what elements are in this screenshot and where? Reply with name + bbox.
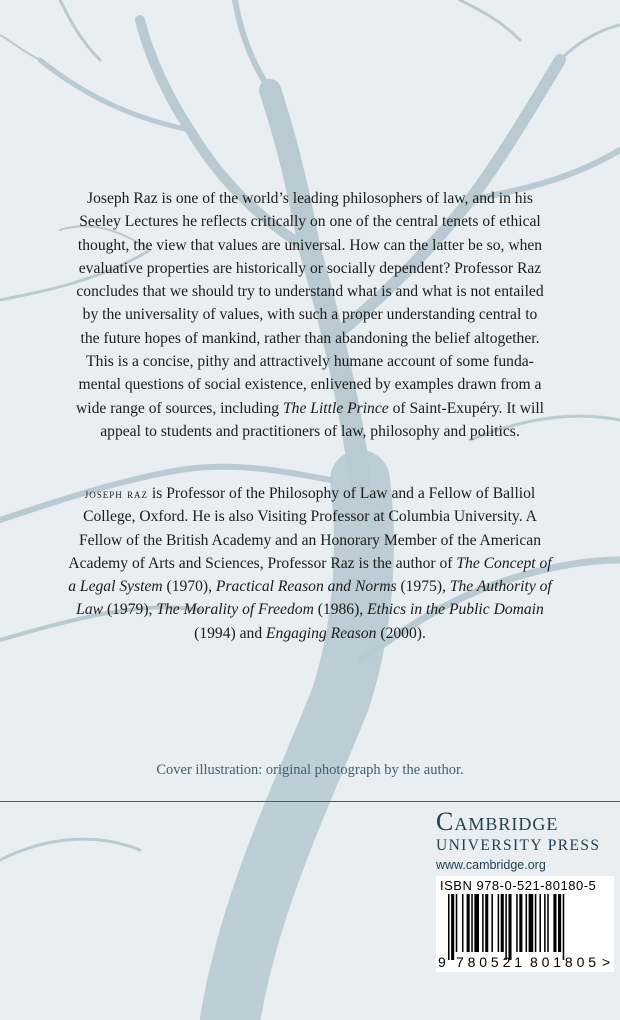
blurb-line: thought, the view that values are universal. How can the latter be so, when xyxy=(77,236,543,254)
barcode-bar xyxy=(519,894,522,952)
barcode-digits-right: 801805 xyxy=(530,954,596,970)
barcode-bar xyxy=(501,894,504,952)
author-biography xyxy=(52,482,568,645)
barcode-bar xyxy=(456,894,458,952)
blurb-line: Seeley Lectures he reflects critically on one of the central tenets of ethical xyxy=(79,213,541,231)
blurb-line: the future hopes of mankind, rather than abandoning the belief altogether. xyxy=(80,329,540,347)
barcode-bar xyxy=(474,894,479,952)
blurb-line: appeal to students and practitioners of law, philosophy and politics. xyxy=(100,422,520,440)
blurb-line: evaluative properties are historically or socially dependent? Professor Raz xyxy=(78,259,542,277)
bio-line: Academy of Arts and Sciences, Professor Raz is the author of The Concept of xyxy=(68,554,552,572)
isbn-barcode xyxy=(436,876,614,972)
barcode-bar xyxy=(482,894,484,952)
isbn-label: ISBN 978-0-521-80180-5 xyxy=(440,878,597,893)
barcode-bar xyxy=(451,894,454,960)
book-title: The Authority of xyxy=(449,578,552,596)
blurb-line: This is a concise, pithy and attractively humane account of some funda- xyxy=(86,353,534,371)
book-title: The Morality of Freedom xyxy=(156,601,314,619)
book-title: The Concept of xyxy=(456,554,552,572)
barcode-bar xyxy=(467,894,470,952)
blurb-line: Joseph Raz is one of the world’s leading philosophers of law, and in his xyxy=(87,190,533,207)
barcode-bar xyxy=(529,894,534,952)
barcode-bar xyxy=(526,894,528,952)
blurb-line: by the universality of values, with such a proper understanding central to xyxy=(82,306,538,324)
bio-line: College, Oxford. He is also Visiting Professor at Columbia University. A xyxy=(83,508,537,526)
barcode-bar xyxy=(535,894,537,952)
barcode-bar xyxy=(498,894,500,952)
blurb-line: mental questions of social existence, enlivened by examples drawn from a xyxy=(78,376,542,394)
book-title: Ethics in the Public Domain xyxy=(367,601,544,619)
bio-line: (1994) and Engaging Reason (2000). xyxy=(194,624,426,642)
barcode-bar xyxy=(558,894,561,952)
barcode-bar xyxy=(505,894,507,960)
book-description xyxy=(52,187,568,443)
barcode-bar xyxy=(539,894,541,952)
barcode-bar xyxy=(547,894,549,952)
cover-illustration-credit: Cover illustration: original photograph by the author. xyxy=(156,762,464,778)
barcode-bar xyxy=(448,894,450,960)
barcode-bar xyxy=(471,894,473,952)
barcode-bar xyxy=(508,894,511,960)
publisher-logo xyxy=(436,808,616,872)
barcode-bar xyxy=(462,894,464,952)
blurb-line: concludes that we should try to understand what is and what is not entailed xyxy=(76,283,544,301)
barcode-bar xyxy=(553,894,556,952)
barcode-bar xyxy=(516,894,518,952)
barcode-bar xyxy=(563,894,565,960)
bio-line: Fellow of the British Academy and an Honorary Member of the American xyxy=(78,531,542,549)
bio-line: joseph raz is Professor of the Philosophy of Law and a Fellow of Balliol xyxy=(84,485,536,502)
publisher-name: Cambridge xyxy=(436,807,559,836)
blurb-line: wide range of sources, including The Little Prince of Saint-Exupéry. It will xyxy=(75,399,544,417)
barcode-bar xyxy=(491,894,493,952)
book-title: Practical Reason and Norms xyxy=(215,578,397,596)
barcode-digits-left: 780521 xyxy=(456,954,522,970)
bio-line: a Legal System (1970), Practical Reason and Norms (1975), The Authority of xyxy=(68,578,552,596)
barcode-digit-first: 9 xyxy=(438,954,446,970)
barcode-bar xyxy=(485,894,488,952)
author-name: joseph raz xyxy=(84,486,149,501)
barcode-bars xyxy=(436,894,614,970)
divider-line xyxy=(0,801,620,802)
barcode-marker: > xyxy=(602,954,611,970)
publisher-subtitle: UNIVERSITY PRESS xyxy=(436,837,601,854)
book-title: a Legal System xyxy=(68,578,163,596)
bio-line: Law (1979), The Morality of Freedom (1986), Ethics in the Public Domain xyxy=(76,601,544,619)
book-title-little-prince: The Little Prince xyxy=(282,399,389,417)
barcode-bar xyxy=(544,894,546,952)
book-title: Law xyxy=(76,601,104,619)
publisher-url: www.cambridge.org xyxy=(436,858,546,872)
book-title: Engaging Reason xyxy=(266,624,377,642)
